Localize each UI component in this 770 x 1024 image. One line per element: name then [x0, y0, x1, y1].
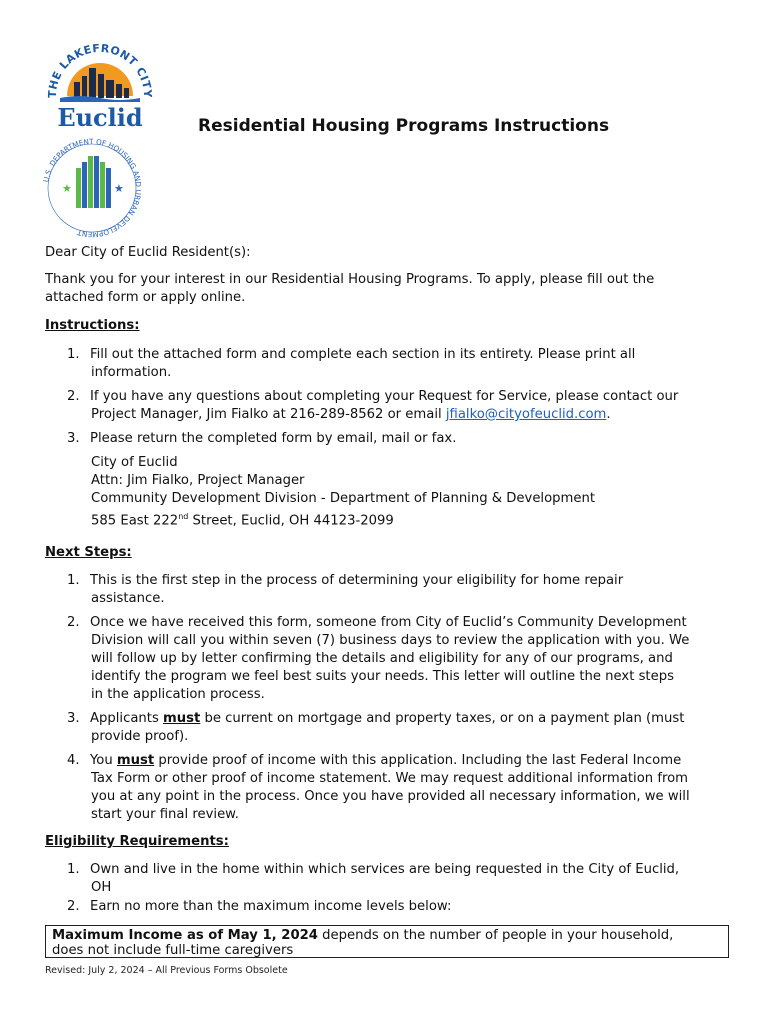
- intro-line-2: attached form or apply online.: [45, 290, 246, 305]
- next-step-item-2-cont: identify the program we feel best suits your needs. This letter will outline the next steps: [91, 669, 674, 684]
- intro-line-1: Thank you for your interest in our Residential Housing Programs. To apply, please fill out the: [45, 272, 655, 287]
- item-text: Own and live in the home within which services are being requested in the City of Euclid,: [90, 862, 680, 877]
- item-number: 4.: [67, 753, 80, 768]
- income-notice-line-2: does not include full-time caregivers: [52, 943, 294, 958]
- instructions-heading: Instructions:: [45, 318, 140, 333]
- address-line-2: Attn: Jim Fialko, Project Manager: [91, 473, 305, 488]
- hud-arc-text: U.S. DEPARTMENT OF HOUSING AND URBAN DEVELOPMENT: [41, 138, 144, 238]
- next-step-item-2: [67, 614, 687, 632]
- hud-seal-logo: [40, 138, 144, 238]
- svg-text:★: ★: [62, 182, 72, 195]
- eligibility-item-1: [67, 861, 679, 879]
- item-text: Fill out the attached form and complete each section in its entirety. Please print all: [90, 347, 636, 362]
- instruction-item-1: [67, 346, 635, 364]
- instruction-item-3: [67, 430, 456, 448]
- instruction-item-2: [67, 388, 678, 406]
- item-text: Please return the completed form by email, mail or fax.: [90, 431, 457, 446]
- greeting: Dear City of Euclid Resident(s):: [45, 245, 251, 260]
- next-step-item-4: [67, 752, 681, 770]
- income-notice-line-1: [52, 928, 722, 943]
- euclid-city-logo: [46, 38, 154, 130]
- revision-footer: Revised: July 2, 2024 – All Previous Forms Obsolete: [45, 965, 288, 976]
- next-step-item-1-cont: assistance.: [91, 591, 165, 606]
- item-number: 2.: [67, 389, 80, 404]
- item-text: .: [606, 407, 611, 422]
- svg-text:★: ★: [114, 182, 124, 195]
- item-text: You: [90, 753, 117, 768]
- item-number: 1.: [67, 573, 80, 588]
- income-notice-bold: Maximum Income as of May 1, 2024: [52, 928, 318, 943]
- next-steps-heading: Next Steps:: [45, 545, 132, 560]
- item-number: 2.: [67, 899, 80, 914]
- item-number: 1.: [67, 862, 80, 877]
- email-link[interactable]: jfialko@cityofeuclid.com: [445, 407, 607, 422]
- next-step-item-2-cont: Division will call you within seven (7) business days to review the application with you. We: [91, 633, 690, 648]
- eligibility-heading: Eligibility Requirements:: [45, 834, 229, 849]
- address-text: 585 East 222: [91, 513, 179, 529]
- emphasis-must: must: [116, 753, 155, 768]
- item-number: 3.: [67, 431, 80, 446]
- next-step-item-2-cont: will follow up by letter confirming the details and eligibility for any of our programs, and: [91, 651, 673, 666]
- item-text: This is the first step in the process of determining your eligibility for home repair: [90, 573, 624, 588]
- item-text: provide proof of income with this application. Including the last Federal Income: [154, 753, 682, 768]
- next-step-item-4-cont: you at any point in the process. Once you have provided all necessary information, we will: [91, 789, 690, 804]
- next-step-item-3: [67, 710, 684, 728]
- item-number: 2.: [67, 615, 80, 630]
- instruction-item-1-cont: information.: [91, 365, 172, 380]
- address-line-4: [91, 508, 394, 530]
- item-text: Project Manager, Jim Fialko at 216-289-8562 or email: [91, 407, 446, 422]
- item-text: be current on mortgage and property taxes, or on a payment plan (must: [200, 711, 685, 726]
- next-step-item-3-cont: provide proof).: [91, 729, 189, 744]
- next-step-item-4-cont: Tax Form or other proof of income statement. We may request additional information from: [91, 771, 689, 786]
- item-text: If you have any questions about completing your Request for Service, please contact our: [90, 389, 679, 404]
- address-line-3: Community Development Division - Department of Planning & Development: [91, 491, 596, 506]
- city-name-text: Euclid: [57, 103, 143, 130]
- next-step-item-1: [67, 572, 623, 590]
- eligibility-item-1-cont: OH: [91, 880, 112, 895]
- item-text: Applicants: [90, 711, 164, 726]
- item-text: Earn no more than the maximum income levels below:: [90, 899, 452, 914]
- address-line-1: City of Euclid: [91, 455, 178, 470]
- next-step-item-2-cont: in the application process.: [91, 687, 265, 702]
- item-number: 3.: [67, 711, 80, 726]
- ordinal-suffix: nd: [178, 512, 189, 521]
- item-number: 1.: [67, 347, 80, 362]
- income-notice-text: depends on the number of people in your household,: [317, 928, 674, 943]
- document-title: Residential Housing Programs Instructions: [198, 116, 610, 136]
- city-arc-text: THE LAKEFRONT CITY: [46, 41, 154, 99]
- address-text: Street, Euclid, OH 44123-2099: [188, 513, 394, 529]
- item-text: Once we have received this form, someone from City of Euclid’s Community Development: [90, 615, 687, 630]
- eligibility-item-2: [67, 898, 451, 916]
- next-step-item-4-cont: start your final review.: [91, 807, 239, 822]
- instruction-item-2-cont: [91, 406, 611, 424]
- income-notice-box: [45, 925, 729, 958]
- emphasis-must: must: [163, 711, 201, 726]
